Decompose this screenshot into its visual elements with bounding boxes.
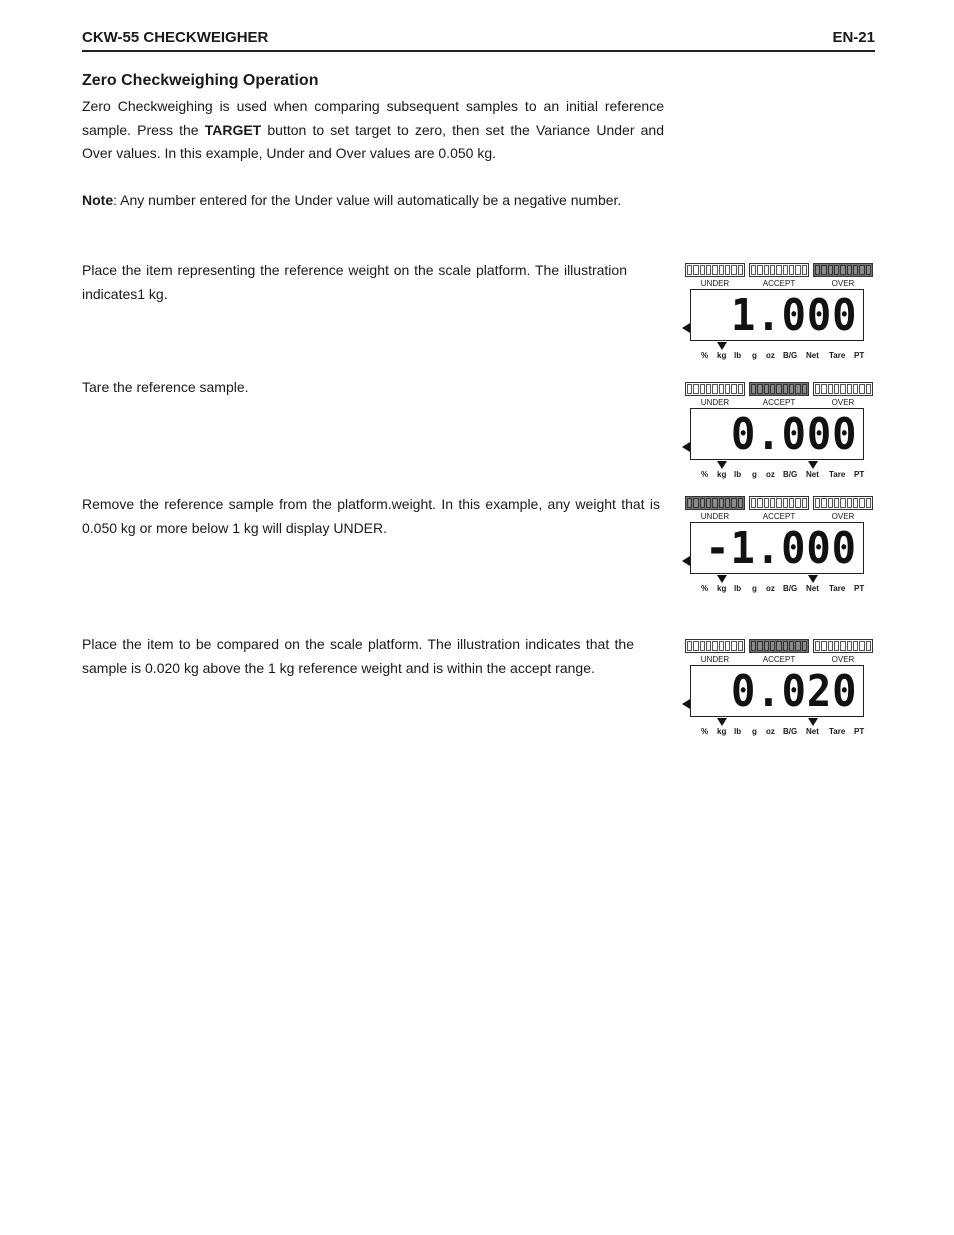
lcd-screen: [690, 522, 864, 574]
zone-bar-0: [685, 263, 745, 277]
zone-bar-graph: [685, 263, 875, 278]
unit-annunciators: [696, 470, 870, 482]
step-3-text: Remove the reference sample from the platform.weight. In this example, any weight that is 0.050 kg or more below 1 kg will display UNDER.: [82, 496, 660, 536]
weight-readout: 0.000: [730, 409, 857, 460]
unit-label: Tare: [829, 584, 846, 593]
scale-display: [682, 496, 878, 606]
indicator-triangle-icon: [717, 461, 727, 469]
unit-label: Net: [806, 727, 819, 736]
unit-label: Net: [806, 470, 819, 479]
scale-display: [682, 263, 878, 373]
pointer-arrow-icon: [682, 442, 690, 452]
zone-label: UNDER: [700, 512, 730, 521]
zone-label: UNDER: [700, 655, 730, 664]
note-paragraph: [82, 189, 664, 213]
zone-label: OVER: [831, 398, 855, 407]
zone-label: OVER: [831, 279, 855, 288]
lcd-screen: [690, 289, 864, 341]
zone-bar-graph: [685, 382, 875, 397]
unit-annunciators: [696, 351, 870, 363]
unit-label: %: [701, 584, 709, 593]
unit-label: B/G: [783, 470, 798, 479]
lcd-screen: [690, 408, 864, 460]
weight-readout: -1.000: [705, 523, 857, 574]
page-number: EN-21: [832, 29, 875, 46]
pointer-arrow-icon: [682, 699, 690, 709]
zone-bar-1: [749, 639, 809, 653]
indicator-triangle-icon: [808, 575, 818, 583]
zone-label: ACCEPT: [762, 279, 796, 288]
step-4-text: Place the item to be compared on the scale platform. The illustration indicates that the sample is 0.020 kg above the 1 kg reference weight and is within the accept range.: [82, 636, 634, 676]
unit-label: Tare: [829, 727, 846, 736]
unit-label: kg: [717, 584, 727, 593]
zone-bar-2: [813, 639, 873, 653]
scale-display: [682, 639, 878, 749]
zone-label: OVER: [831, 655, 855, 664]
unit-label: Tare: [829, 351, 846, 360]
unit-label: Tare: [829, 470, 846, 479]
unit-label: Net: [806, 584, 819, 593]
unit-label: g: [752, 351, 757, 360]
intro-text-a: Zero Checkweighing is used when comparing subsequent samples to an initial reference sample. Press the: [82, 98, 664, 138]
weight-readout: 1.000: [730, 290, 857, 341]
unit-annunciators: [696, 727, 870, 739]
step-2-text: Tare the reference sample.: [82, 379, 249, 395]
unit-label: lb: [734, 470, 742, 479]
unit-label: kg: [717, 351, 727, 360]
zone-bar-2: [813, 382, 873, 396]
unit-label: %: [701, 351, 709, 360]
pointer-arrow-icon: [682, 323, 690, 333]
unit-label: oz: [766, 351, 775, 360]
unit-label: PT: [854, 351, 865, 360]
unit-label: kg: [717, 470, 727, 479]
unit-label: g: [752, 584, 757, 593]
zone-bar-0: [685, 496, 745, 510]
unit-label: PT: [854, 470, 865, 479]
note-text: : Any number entered for the Under value will automatically be a negative number.: [113, 192, 622, 208]
zone-bar-0: [685, 639, 745, 653]
unit-label: B/G: [783, 727, 798, 736]
pointer-arrow-icon: [682, 556, 690, 566]
zone-bar-graph: [685, 496, 875, 511]
zone-label: ACCEPT: [762, 512, 796, 521]
zone-label: OVER: [831, 512, 855, 521]
unit-label: %: [701, 470, 709, 479]
zone-bar-0: [685, 382, 745, 396]
document-title: CKW-55 CHECKWEIGHER: [82, 29, 269, 46]
zone-bar-1: [749, 382, 809, 396]
unit-label: B/G: [783, 584, 798, 593]
zone-label: UNDER: [700, 279, 730, 288]
indicator-triangle-icon: [717, 718, 727, 726]
note-label: Note: [82, 192, 114, 208]
indicator-triangle-icon: [717, 342, 727, 350]
indicator-triangle-icon: [717, 575, 727, 583]
unit-label: Net: [806, 351, 819, 360]
unit-label: %: [701, 727, 709, 736]
zone-label: ACCEPT: [762, 655, 796, 664]
lcd-screen: [690, 665, 864, 717]
unit-label: PT: [854, 584, 865, 593]
intro-paragraph: [82, 95, 664, 166]
unit-annunciators: [696, 584, 870, 596]
unit-label: lb: [734, 727, 742, 736]
weight-readout: 0.020: [730, 666, 857, 717]
intro-text-b: button to set target to zero, then set the Variance Under and Over values. In this example, Under and Over values are 0.050 kg.: [82, 121, 664, 161]
unit-label: B/G: [783, 351, 798, 360]
unit-label: oz: [766, 727, 775, 736]
unit-label: oz: [766, 584, 775, 593]
indicator-triangle-icon: [808, 718, 818, 726]
unit-label: lb: [734, 584, 742, 593]
step-1-text: Place the item representing the reference weight on the scale platform. The illustration indicates1 kg.: [82, 262, 627, 302]
unit-label: g: [752, 470, 757, 479]
zone-label: ACCEPT: [762, 398, 796, 407]
unit-label: lb: [734, 351, 742, 360]
unit-label: PT: [854, 727, 865, 736]
zone-bar-graph: [685, 639, 875, 654]
scale-display: [682, 382, 878, 492]
unit-label: oz: [766, 470, 775, 479]
target-keyword: TARGET: [204, 121, 262, 138]
unit-label: kg: [717, 727, 727, 736]
zone-bar-2: [813, 496, 873, 510]
page-header: [82, 28, 875, 52]
section-title: Zero Checkweighing Operation: [82, 72, 319, 89]
zone-bar-1: [749, 263, 809, 277]
zone-bar-2: [813, 263, 873, 277]
zone-bar-1: [749, 496, 809, 510]
zone-label: UNDER: [700, 398, 730, 407]
unit-label: g: [752, 727, 757, 736]
indicator-triangle-icon: [808, 461, 818, 469]
